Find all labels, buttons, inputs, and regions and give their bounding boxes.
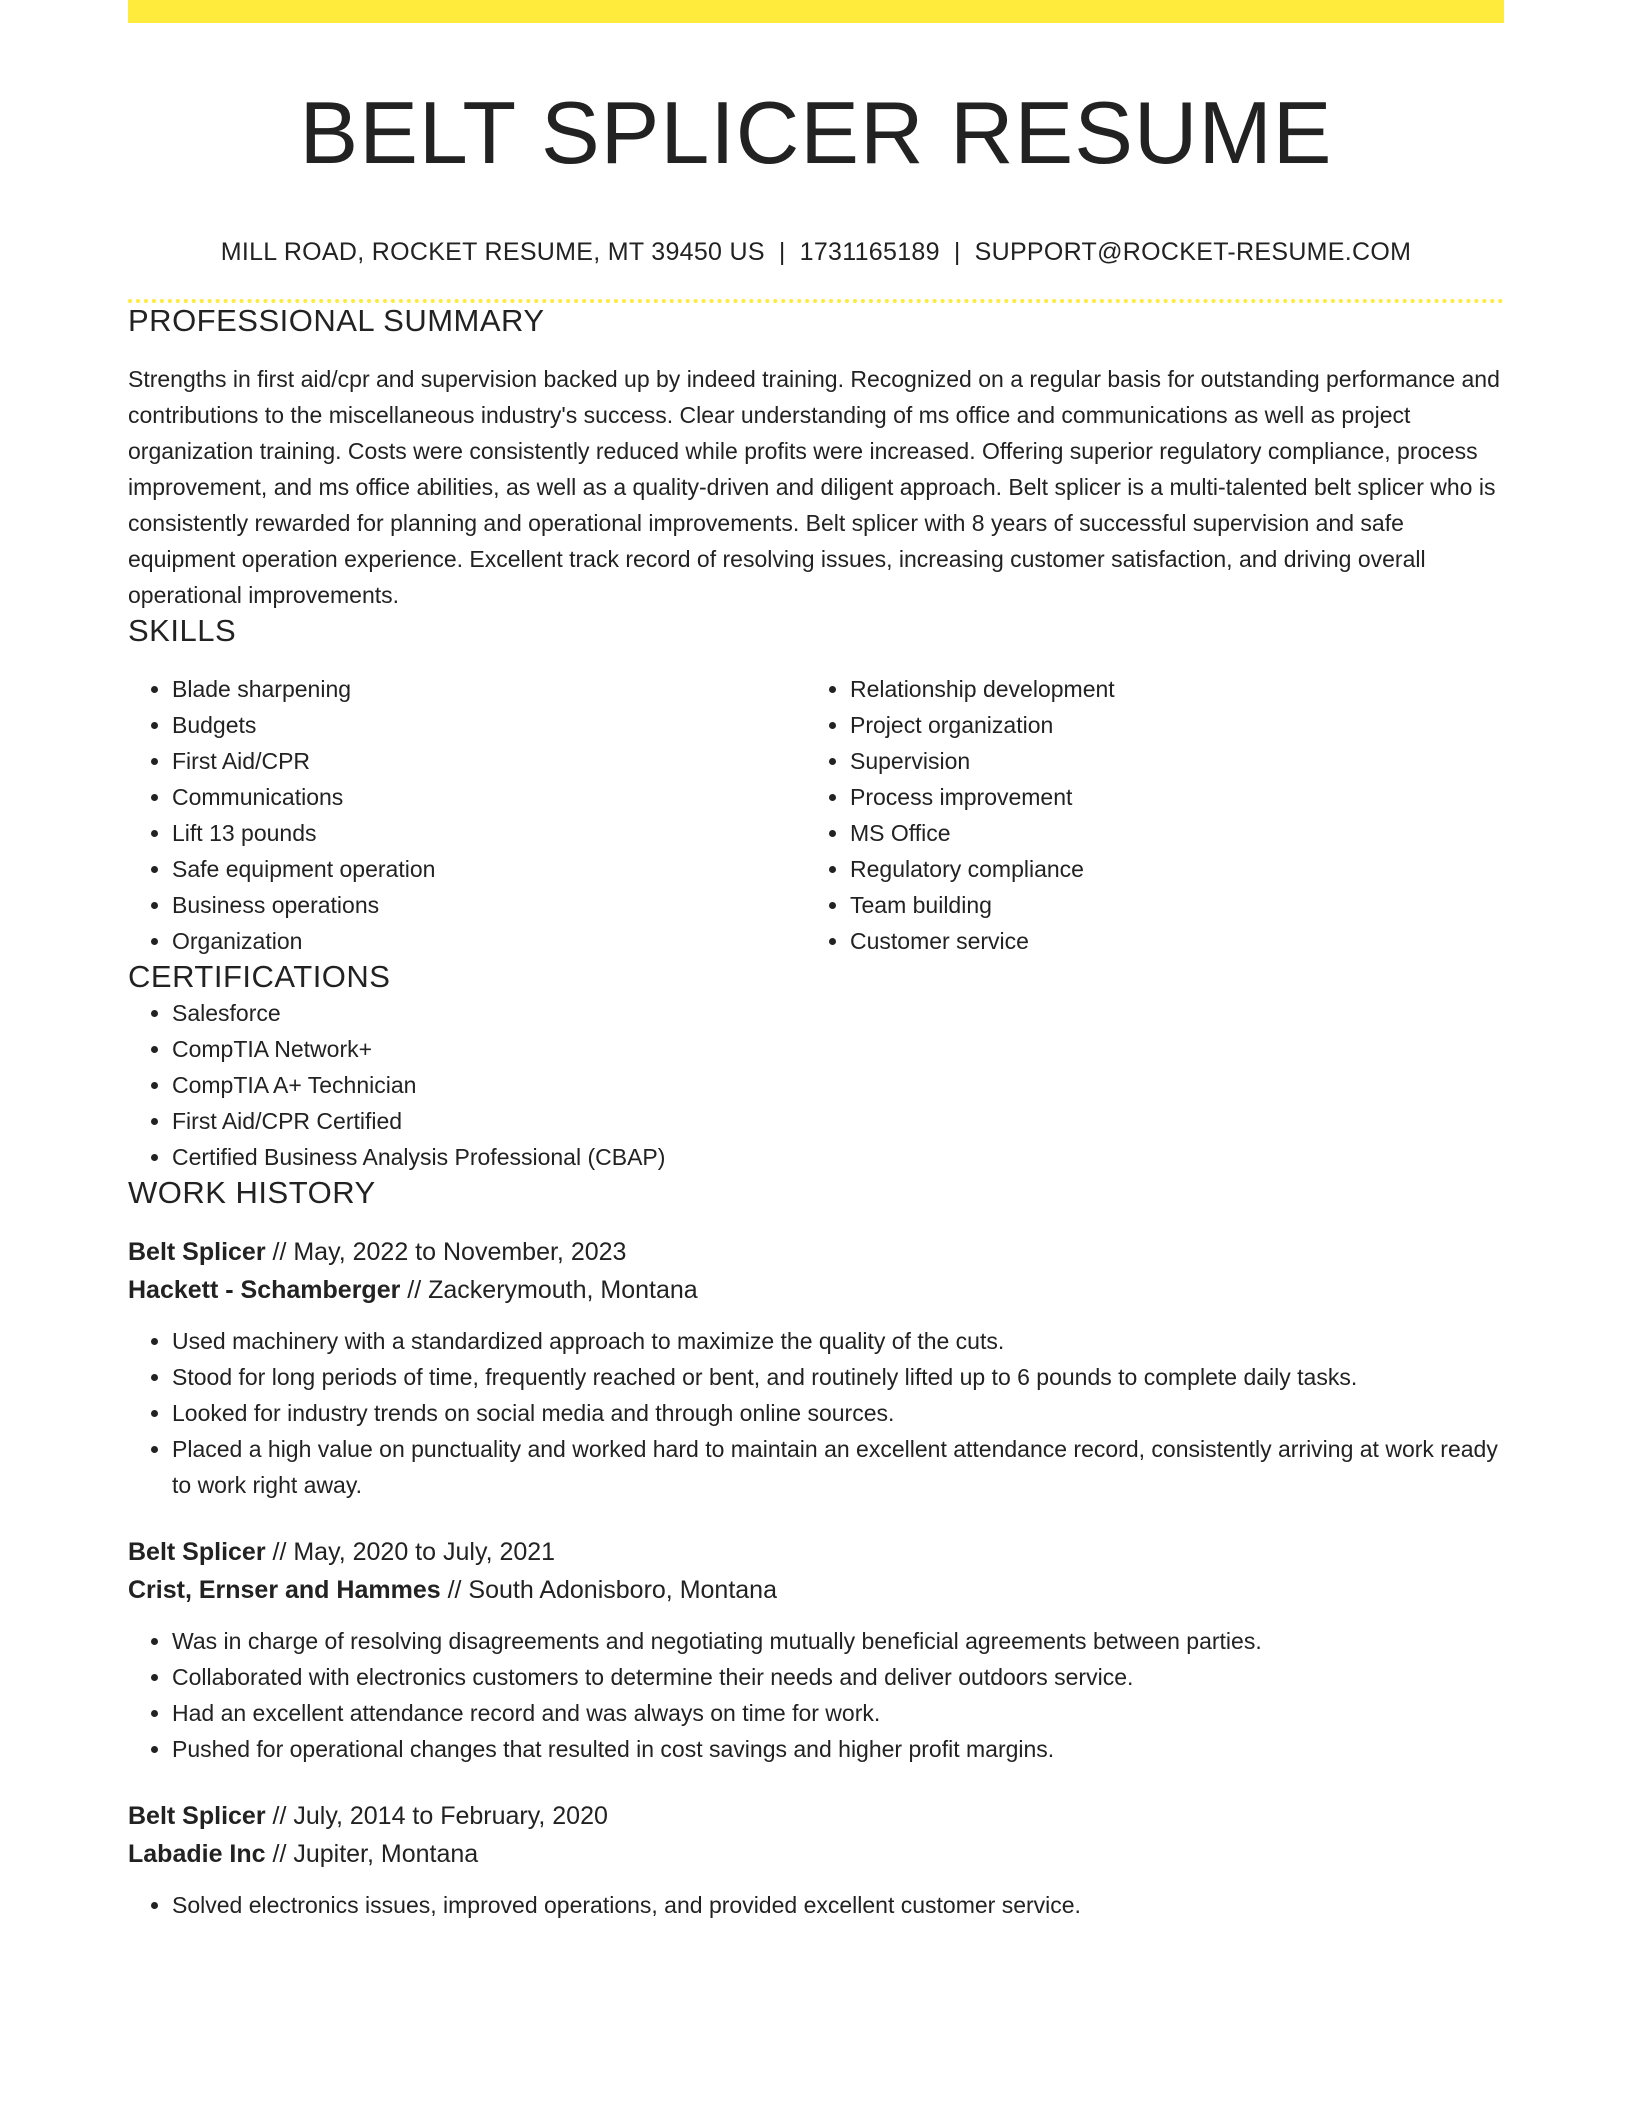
certifications-list — [128, 995, 1504, 1175]
skill-item: • First Aid/CPR — [172, 743, 806, 779]
job-entry — [128, 1797, 1504, 1923]
skill-item: • Blade sharpening — [172, 671, 806, 707]
contact-line — [128, 238, 1504, 267]
summary-heading: PROFESSIONAL SUMMARY — [128, 302, 545, 338]
resume-title: BELT SPLICER RESUME — [299, 83, 1333, 182]
job-role: Belt Splicer — [128, 1237, 266, 1266]
skill-item: • Budgets — [172, 707, 806, 743]
job-duties-list — [128, 1623, 1504, 1767]
skills-list-left — [128, 671, 806, 959]
job-duty: • Solved electronics issues, improved operations, and provided excellent customer service. — [172, 1887, 1504, 1923]
job-location: Jupiter, Montana — [293, 1839, 479, 1868]
certification-item: • First Aid/CPR Certified — [172, 1103, 1504, 1139]
contact-separator: | — [778, 237, 786, 266]
certification-item: • Salesforce — [172, 995, 1504, 1031]
job-location: Zackerymouth, Montana — [428, 1275, 698, 1304]
job-duty: • Pushed for operational changes that resulted in cost savings and higher profit margins. — [172, 1731, 1504, 1767]
top-accent-bar — [128, 0, 1504, 23]
contact-address: MILL ROAD, ROCKET RESUME, MT 39450 US — [220, 237, 765, 266]
job-role-line — [128, 1797, 1504, 1835]
skill-item: • Lift 13 pounds — [172, 815, 806, 851]
skill-item: • MS Office — [850, 815, 1484, 851]
certifications-heading: CERTIFICATIONS — [128, 958, 391, 994]
skill-item: • Relationship development — [850, 671, 1484, 707]
skill-item: • Customer service — [850, 923, 1484, 959]
job-separator: // — [265, 1537, 294, 1566]
job-role-line — [128, 1233, 1504, 1271]
skill-item: • Supervision — [850, 743, 1484, 779]
job-separator: // — [400, 1275, 429, 1304]
job-duties-list — [128, 1323, 1504, 1503]
skill-item: • Process improvement — [850, 779, 1484, 815]
certification-item: • CompTIA Network+ — [172, 1031, 1504, 1067]
job-entry — [128, 1233, 1504, 1503]
job-company: Labadie Inc — [128, 1839, 266, 1868]
contact-phone: 1731165189 — [799, 237, 940, 266]
job-separator: // — [265, 1237, 294, 1266]
job-duties-list — [128, 1887, 1504, 1923]
skills-list-right — [806, 671, 1484, 959]
job-separator: // — [440, 1575, 469, 1604]
skill-item: • Project organization — [850, 707, 1484, 743]
job-dates: July, 2014 to February, 2020 — [293, 1801, 608, 1830]
skill-item: • Regulatory compliance — [850, 851, 1484, 887]
job-duty: • Collaborated with electronics customers to determine their needs and deliver outdoors service. — [172, 1659, 1504, 1695]
skill-item: • Communications — [172, 779, 806, 815]
skills-heading: SKILLS — [128, 612, 237, 648]
skill-item: • Safe equipment operation — [172, 851, 806, 887]
job-company-line — [128, 1271, 1504, 1309]
job-company: Hackett - Schamberger — [128, 1275, 401, 1304]
skill-item: • Business operations — [172, 887, 806, 923]
job-duty: • Used machinery with a standardized approach to maximize the quality of the cuts. — [172, 1323, 1504, 1359]
job-duty: • Was in charge of resolving disagreements and negotiating mutually beneficial agreements between parties. — [172, 1623, 1504, 1659]
job-company-line — [128, 1571, 1504, 1609]
job-separator: // — [265, 1801, 294, 1830]
job-duty: • Placed a high value on punctuality and worked hard to maintain an excellent attendance record, consistently arriving at work ready to work right away. — [172, 1431, 1504, 1503]
job-role: Belt Splicer — [128, 1801, 266, 1830]
certification-item: • Certified Business Analysis Professional (CBAP) — [172, 1139, 1504, 1175]
job-company: Crist, Ernser and Hammes — [128, 1575, 441, 1604]
job-separator: // — [265, 1839, 294, 1868]
summary-text: Strengths in first aid/cpr and supervision backed up by indeed training. Recognized on a regular basis for outstanding performance and contributions to the miscellaneous industry's success. Clear understanding of ms office and communications as well as project organization training. Costs were consistently reduced while profits were increased. Offering superior regulatory compliance, process improvement, and ms office abilities, as well as a quality-driven and diligent approach. Belt splicer is a multi-talented belt splicer who is consistently rewarded for planning and operational improvements. Belt splicer with 8 years of successful supervision and safe equipment operation experience. Excellent track record of resolving issues, increasing customer satisfaction, and driving overall operational improvements. — [128, 365, 1500, 608]
job-dates: May, 2020 to July, 2021 — [293, 1537, 556, 1566]
resume-page — [128, 0, 1504, 1923]
job-duty: • Stood for long periods of time, frequently reached or bent, and routinely lifted up to 6 pounds to complete daily tasks. — [172, 1359, 1504, 1395]
job-duty: • Looked for industry trends on social media and through online sources. — [172, 1395, 1504, 1431]
job-company-line — [128, 1835, 1504, 1873]
job-location: South Adonisboro, Montana — [468, 1575, 777, 1604]
work-history-heading: WORK HISTORY — [128, 1174, 376, 1210]
job-entry — [128, 1533, 1504, 1767]
skills-columns — [128, 671, 1504, 959]
contact-email: SUPPORT@ROCKET-RESUME.COM — [974, 237, 1412, 266]
certification-item: • CompTIA A+ Technician — [172, 1067, 1504, 1103]
skill-item: • Team building — [850, 887, 1484, 923]
job-dates: May, 2022 to November, 2023 — [293, 1237, 627, 1266]
contact-separator: | — [953, 237, 961, 266]
job-role-line — [128, 1533, 1504, 1571]
job-duty: • Had an excellent attendance record and was always on time for work. — [172, 1695, 1504, 1731]
skill-item: • Organization — [172, 923, 806, 959]
job-role: Belt Splicer — [128, 1537, 266, 1566]
